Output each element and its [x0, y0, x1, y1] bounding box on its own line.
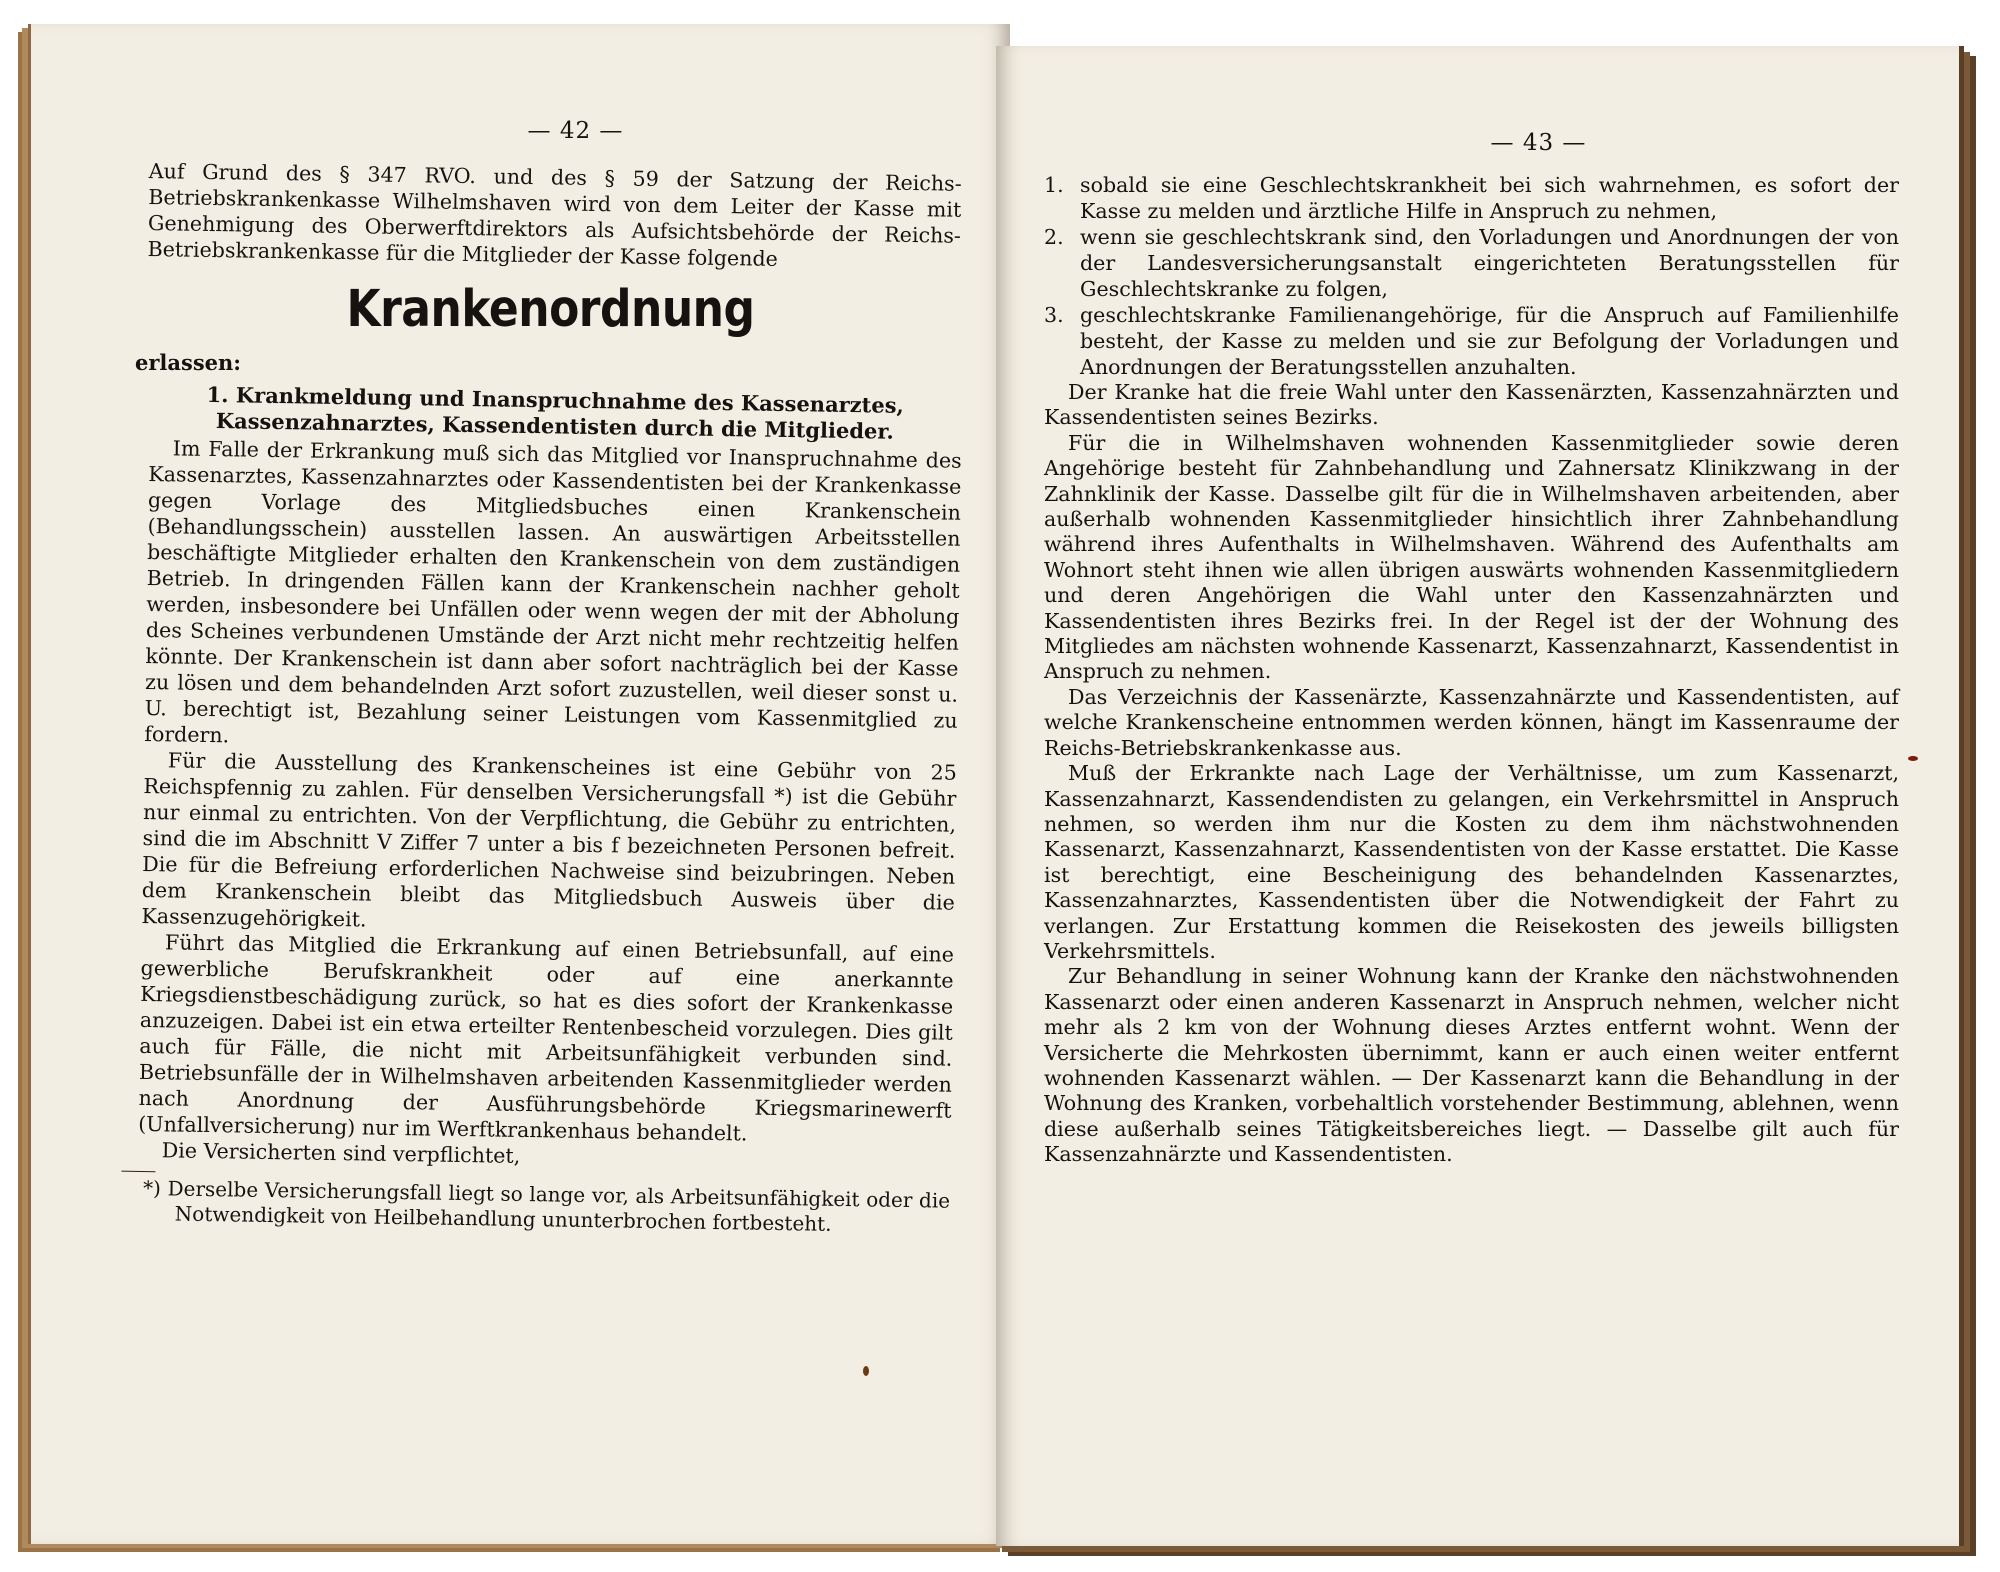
page-number: — 42 —: [527, 118, 624, 144]
erlassen-label: erlassen:: [135, 350, 242, 375]
ink-speck: [1908, 756, 1918, 761]
list-item: [1044, 172, 1899, 224]
duties-list: [1044, 172, 1899, 380]
list-item-text: sobald sie eine Geschlechtskrankheit bei sich wahrnehmen, es sofort der Kasse zu melden und ärztliche Hilfe in Anspruch zu nehmen,: [1080, 173, 1899, 223]
intro-paragraph: Auf Grund des § 347 RVO. und des § 59 der Satzung der Reichs-Betriebskrankenkasse Wilhelmshaven wird von dem Leiter der Kasse mit Genehmigung des Oberwerftdirektors als Aufsichtsbehörde der Reichs-Betriebskrankenkasse für die Mitglieder der Kasse folgende: [147, 158, 962, 271]
page-number: — 43 —: [1490, 130, 1587, 156]
list-item: [1044, 224, 1899, 302]
left-page: [28, 24, 1010, 1544]
body-paragraph: Führt das Mitglied die Erkrankung auf einen Betriebsunfall, auf eine gewerbliche Berufskrankheit oder auf eine anerkannte Kriegsdienstbeschädigung zurück, so hat es dies sofort der Krankenkasse anzuzeigen. Dabei ist ein etwa erteilter Rentenbescheid vorzulegen. Dies gilt auch für Fälle, die nicht mit Arbeitsunfähigkeit verbunden sind. Betriebsunfälle der in Wilhelmshaven arbeitenden Kassenmitglieder werden nach Anordnung der Ausführungsbehörde Kriegsmarinewerft (Unfallversicherung) nur im Werftkrankenhaus behandelt.: [137, 930, 955, 1146]
footnote: *) Derselbe Versicherungsfall liegt so lange vor, als Arbeitsunfähigkeit oder die Notwendigkeit von Heilbehandlung ununterbrochen fortbesteht.: [142, 1176, 951, 1236]
footnote-divider: [121, 1171, 155, 1173]
document-title: Krankenordnung: [346, 280, 755, 339]
list-item-number: 3.: [1044, 303, 1064, 327]
body-paragraph: Zur Behandlung in seiner Wohnung kann der Kranke den nächstwohnenden Kassenarzt oder einen anderen Kassenarzt in Anspruch nehmen, welcher nicht mehr als 2 km von der Wohnung dieses Arztes entfernt wohnt. Wenn der Versicherte die Mehrkosten übernimmt, kann er auch einen weiter entfernt wohnenden Kassenarzt wählen. — Der Kassenarzt kann die Behandlung in der Wohnung des Kranken, vorbehaltlich vorstehender Bestimmung, ablehnen, wenn diese außerhalb seines Tätigkeitsbereiches liegt. — Dasselbe gilt auch für Kassenzahnärzte und Kassendentisten.: [1044, 964, 1899, 1167]
body-paragraph: Für die Ausstellung des Krankenscheines ist eine Gebühr von 25 Reichspfennig zu zahlen. Für denselben Versicherungsfall *) ist die Gebühr nur einmal zu entrichten. Von der Verpflichtung, die Gebühr zu entrichten, sind die im Abschnitt V Ziffer 7 unter a bis f bezeichneten Personen befreit. Die für die Befreiung erforderlichen Nachweise sind beizubringen. Neben dem Krankenschein bleibt das Mitgliedsbuch Ausweis über die Kassenzugehörigkeit.: [141, 748, 957, 932]
list-item-number: 2.: [1044, 225, 1064, 249]
section-heading: 1. Krankmeldung und Inanspruchnahme des Kassenarztes, Kassenzahnarztes, Kassendentisten durch die Mitglieder.: [206, 381, 905, 444]
ink-speck: [863, 1366, 869, 1376]
body-paragraph: Die Versicherten sind verpflichtet,: [161, 1138, 521, 1168]
left-body: [137, 435, 962, 1239]
list-item: [1044, 302, 1899, 380]
list-item-text: wenn sie geschlechtskrank sind, den Vorladungen und Anordnungen der von der Landesversicherungsanstalt eingerichteten Beratungsstellen für Geschlechtskranke zu folgen,: [1080, 225, 1899, 301]
open-booklet: [18, 18, 1968, 1553]
body-paragraph: Muß der Erkrankte nach Lage der Verhältnisse, um zum Kassenarzt, Kassenzahnarzt, Kassendendisten zu gelangen, ein Verkehrsmittel in Anspruch nehmen, so werden ihm nur die Kosten zu dem ihm nächstwohnenden Kassenarzt, Kassenzahnarzt, Kassendentisten von der Kasse erstattet. Die Kasse ist berechtigt, eine Bescheinigung des behandelnden Kassenarztes, Kassenzahnarztes, Kassendentisten über die Notwendigkeit der Fahrt zu verlangen. Zur Erstattung kommen die Reisekosten des jeweils billigsten Verkehrsmittels.: [1044, 761, 1899, 963]
body-paragraph: Der Kranke hat die freie Wahl unter den Kassenärzten, Kassenzahnärzten und Kassendentisten seines Bezirks.: [1044, 380, 1899, 430]
right-page: [996, 46, 1964, 1546]
list-item-text: geschlechtskranke Familienangehörige, für die Anspruch auf Familienhilfe besteht, der Kasse zu melden und sie zur Befolgung der Vorladungen und Anordnungen der Beratungsstellen anzuhalten.: [1080, 303, 1899, 379]
right-body: [1044, 172, 1899, 1168]
body-paragraph: Das Verzeichnis der Kassenärzte, Kassenzahnärzte und Kassendentisten, auf welche Krankenscheine entnommen werden können, hängt im Kassenraume der Reichs-Betriebskrankenkasse aus.: [1044, 684, 1899, 760]
list-item-number: 1.: [1044, 173, 1064, 197]
body-paragraph: Für die in Wilhelmshaven wohnenden Kassenmitglieder sowie deren Angehörige besteht für Zahnbehandlung und Zahnersatz Klinikzwang in der Zahnklinik der Kasse. Dasselbe gilt für die in Wilhelmshaven arbeitenden, aber außerhalb wohnenden Kassenmitglieder hinsichtlich ihrer Zahnbehandlung während ihres Aufenthalts in Wilhelmshaven. Während des Aufenthalts am Wohnort steht ihnen wie allen übrigen auswärts wohnenden Kassenmitgliedern und deren Angehörigen die Wahl unter den Kassenzahnärzten und Kassendentisten ihres Bezirks frei. In der Regel ist der der Wohnung des Mitgliedes am nächsten wohnende Kassenarzt, Kassenzahnarzt, Kassendentist in Anspruch zu nehmen.: [1044, 430, 1899, 684]
body-paragraph: Im Falle der Erkrankung muß sich das Mitglied vor Inanspruchnahme des Kassenarztes, Kassenzahnarztes oder Kassendentisten bei der Krankenkasse gegen Vorlage des Mitgliedsbuches einen Krankenschein (Behandlungsschein) ausstellen lassen. An auswärtigen Arbeitsstellen beschäftigte Mitglieder erhalten den Krankenschein von dem zuständigen Betrieb. In dringenden Fällen kann der Krankenschein nachher geholt werden, insbesondere bei Unfällen oder wenn wegen der mit der Abholung des Scheines verbundenen Umstände der Arzt nicht mehr rechtzeitig helfen könnte. Der Krankenschein ist dann aber sofort nachträglich bei der Kasse zu lösen und dem behandelnden Arzt sofort zuzustellen, weil dieser sonst u. U. berechtigt ist, Bezahlung seiner Leistungen vom Kassenmitglied zu fordern.: [144, 436, 962, 748]
